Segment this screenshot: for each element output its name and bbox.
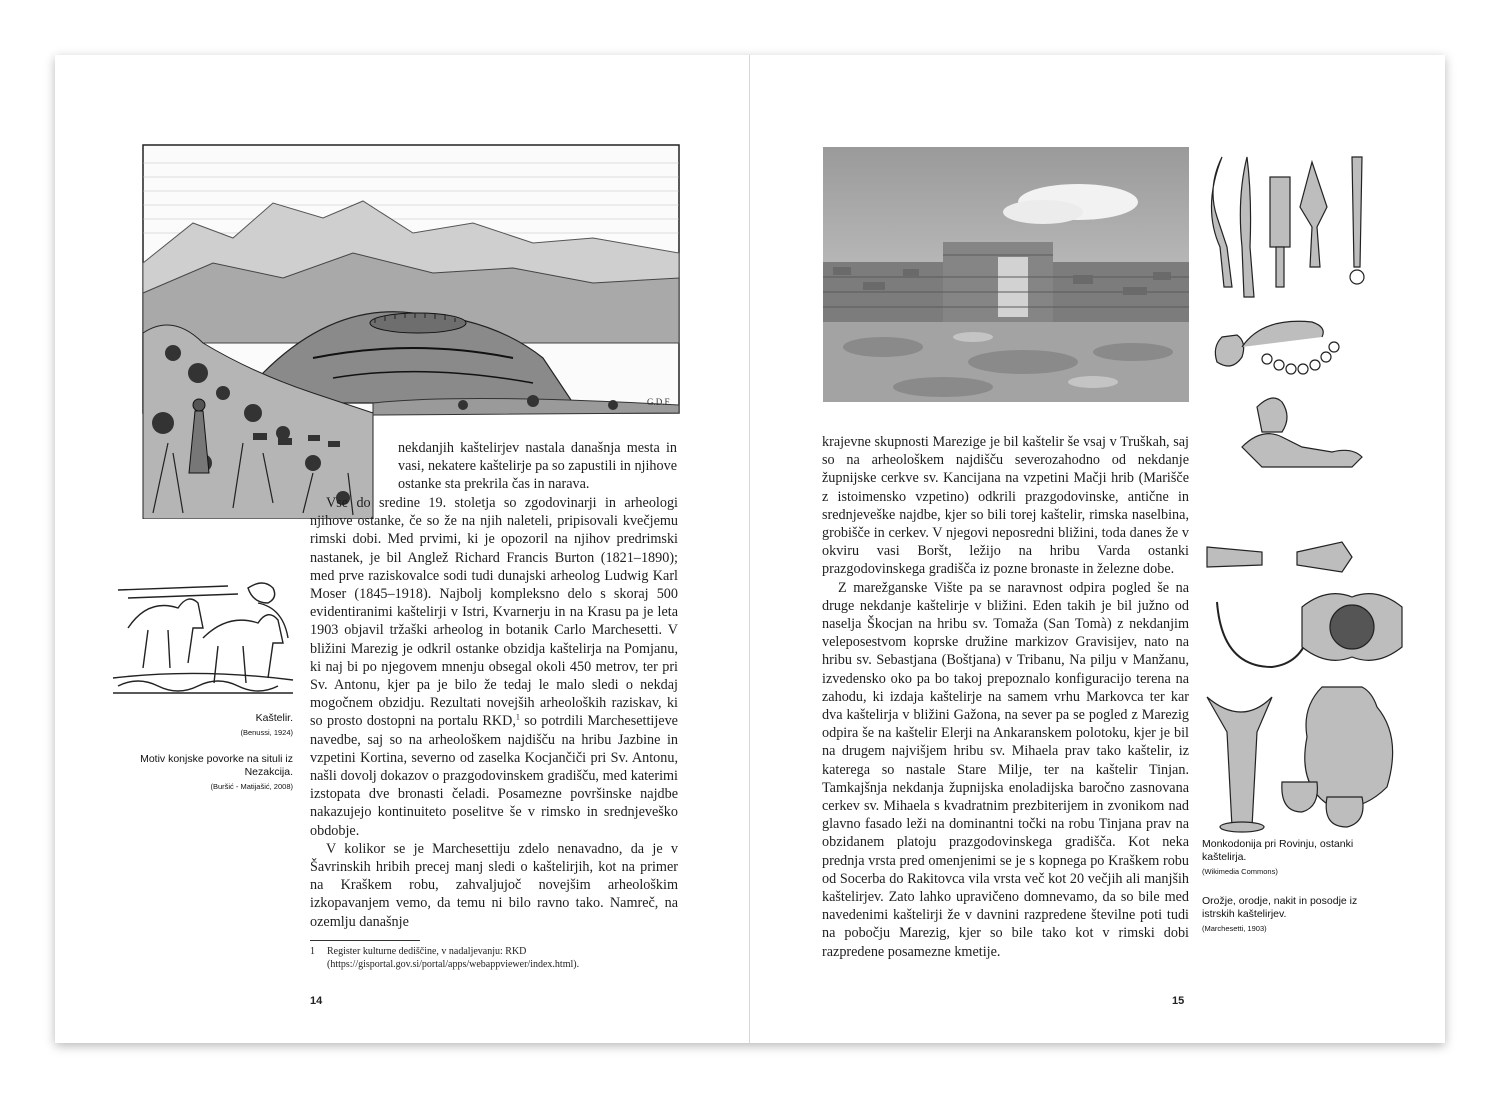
right-paragraph-2: Z marežganske Vište pa se naravnost odpira pogled še na druge nekdanje kaštelirje v bližini. Eden takih je bil južno od naselja Škocjan na hribu sv. Tomaža (San Tomà) z nekdanjim veleposestvom koprske družine markizov Gravisijev, nato na hribu sv. Sebastjana (Boštjana) v Tribanu, Na pilju v Manžanu, izvedensko oko pa bo takoj prepoznalo konfiguracijo terena na zahodu, ki izdaja kaštelirje na samem vrhu Markovca ter kar dva kaštelirja v bližini Gažona, na sever pa se pogled z Marezig odpira še na kaštelir Elerji na Ankaranskem polotoku, kjer je bil na drugem najvišjem hribu sv. Mihaela prav tako kaštelir, iz katerega so nastale Stare Milje, ter na kaštelir Tinjan. Tamkajšnja nekdanja župnijska enoladijska baročno zasnovana cerkev sv. Mihaela s kvadratnim prezbiterijem in zvonikom nad glavno fasado leži na dominantni točki na robu Tinjana prav na obzidanem platoju prazgodovinskega gradišča. Kot neka prednja vrsta pred omenjenimi se je s kopnega po Kraškem robu od Socerba do Rakitovca vila vrsta več kot 20 večjih ali manjših kaštelirjev. Zato lahko upravičeno domnevamo, da so bile med navedenimi kaštelirji že v davnini razpredene številne poti tudi na pobočju Marezig, kjer so bile tako kot v rimski dobi razpredene posamezne kmetije. (822, 579, 1189, 960)
footnote (310, 945, 678, 971)
left-paragraph-1-text: nekdanjih kaštelirjev nastala današnja mesta in vasi, nekatere kaštelirje pa so zapustili in njihove ostanke sta prekrila čas in narava. (398, 440, 677, 493)
monkodonija-photo (823, 147, 1189, 402)
engraving-signature: G.D.F. (647, 397, 672, 407)
caption-monkodonija (1202, 838, 1392, 877)
caption-situla-title: Motiv konjske povorke na situli iz Nezakcija. (140, 753, 293, 778)
ruins-photo (823, 147, 1189, 402)
left-body-text (310, 494, 678, 931)
left-paragraph-2-cont: so potrdili Marchesettijeve navedbe, saj so na arheološkem najdišču na hribu Jazbine in vzpetini Kortina, severno od zaselka Kocjančiči pri Sv. Antonu, našli dovolj dokazov o prazgodovinskem gradišču, med katerimi izstopata dve bronasti čeladi. Posamezne površinske najdbe nakazujejo kontinuiteto poselitve še v rimsko in srednjeveško obdobje. (310, 713, 678, 839)
caption-situla (115, 753, 293, 792)
caption-kastelir-source: (Benussi, 1924) (240, 728, 293, 737)
footnote-number: 1 (310, 946, 315, 957)
footnote-rule (310, 940, 420, 941)
left-paragraph-3: V kolikor se je Marchesettiju zdelo nenavadno, da je v Šavrinskih hribih precej manj sledi o kaštelirjih, kot na primer na Kraškem robu, zahvaljujoč novejšim arheološkim izkopavanjem vemo, da temu ni bilo ravno tako. Namreč, na ozemlju današnje (310, 840, 678, 930)
situla-horses (108, 568, 298, 700)
page-number-left: 14 (310, 995, 323, 1007)
left-paragraph-2 (310, 494, 678, 840)
caption-artifacts (1202, 895, 1392, 934)
left-paragraph-2-text: Vse do sredine 19. stoletja so zgodovinarji in arheologi njihove ostanke, če so že na njih naleteli, pripisovali kvečjemu rimski dobi. Med prvimi, ki je opozoril na njihov predrimski nastanek, je bil Anglež Richard Francis Burton (1821–1890); med prve raziskovalce sodi tudi dunajski arheolog Ludwig Karl Moser (1845–1918). Najbolj kompleksno delo s skoraj 500 evidentiranimi kaštelirji v Istri, Kvarnerju in na Krasu pa je leta 1903 objavil tržaški arheolog in botanik Carlo Marchesetti. V bližini Marezig je odkril ostanke obzidja kaštelirja na Pomjanu, ki naj bi po njegovem mnenju obsegal okoli 450 metrov, ter pri Sv. Antonu, kjer pa je bilo že tedaj le malo sledi o nekdaj mogočnem obzidju. Rezultati novejših arheoloških raziskav, ki so prosto dostopni na portalu RKD, (310, 495, 678, 730)
left-page (55, 55, 749, 1043)
right-body-text (822, 433, 1189, 961)
caption-kastelir-title: Kaštelir. (255, 712, 293, 724)
artifacts-illustration (1202, 147, 1417, 835)
footnote-text[interactable]: Register kulturne dediščine, v nadaljevanju: RKD (https://gisportal.gov.si/portal/apps/webappviewer/index.html). (327, 946, 580, 970)
artifacts-drawings (1202, 147, 1417, 835)
page-number-right: 15 (1172, 995, 1185, 1007)
caption-situla-source: (Buršić - Matijašić, 2008) (210, 782, 293, 791)
footnote-ref[interactable]: 1 (515, 712, 520, 722)
left-paragraph-1 (398, 439, 677, 494)
caption-artifacts-source: (Marchesetti, 1903) (1202, 924, 1267, 933)
caption-monkodonija-source: (Wikimedia Commons) (1202, 867, 1278, 876)
right-page (750, 55, 1445, 1043)
caption-monkodonija-title: Monkodonija pri Rovinju, ostanki kaštelirja. (1202, 838, 1354, 863)
horse-frieze-drawing (108, 568, 298, 700)
book-spread (55, 55, 1445, 1043)
caption-kastelir (115, 712, 293, 738)
caption-artifacts-title: Orožje, orodje, nakit in posodje iz istrskih kaštelirjev. (1202, 895, 1358, 920)
right-paragraph-1: krajevne skupnosti Marezige je bil kaštelir še vsaj v Truškah, saj so na arheološkem najdišču severozahodno od nekdanje župnijske cerkve sv. Kancijana na vzpetini Mačji hrib (Marišče z istoimensko vzpetino) odkrili prazgodovinske, antične in srednjeveške najdbe, kjer so bili torej kaštelir, rimska naselbina, grobišče in cerkev. V njegovi neposredni bližini, toda danes že v okviru vasi Boršt, ležijo na hribu Varda ostanki prazgodovinskega gradišča iz pozne bronaste in železne dobe. (822, 434, 1189, 578)
